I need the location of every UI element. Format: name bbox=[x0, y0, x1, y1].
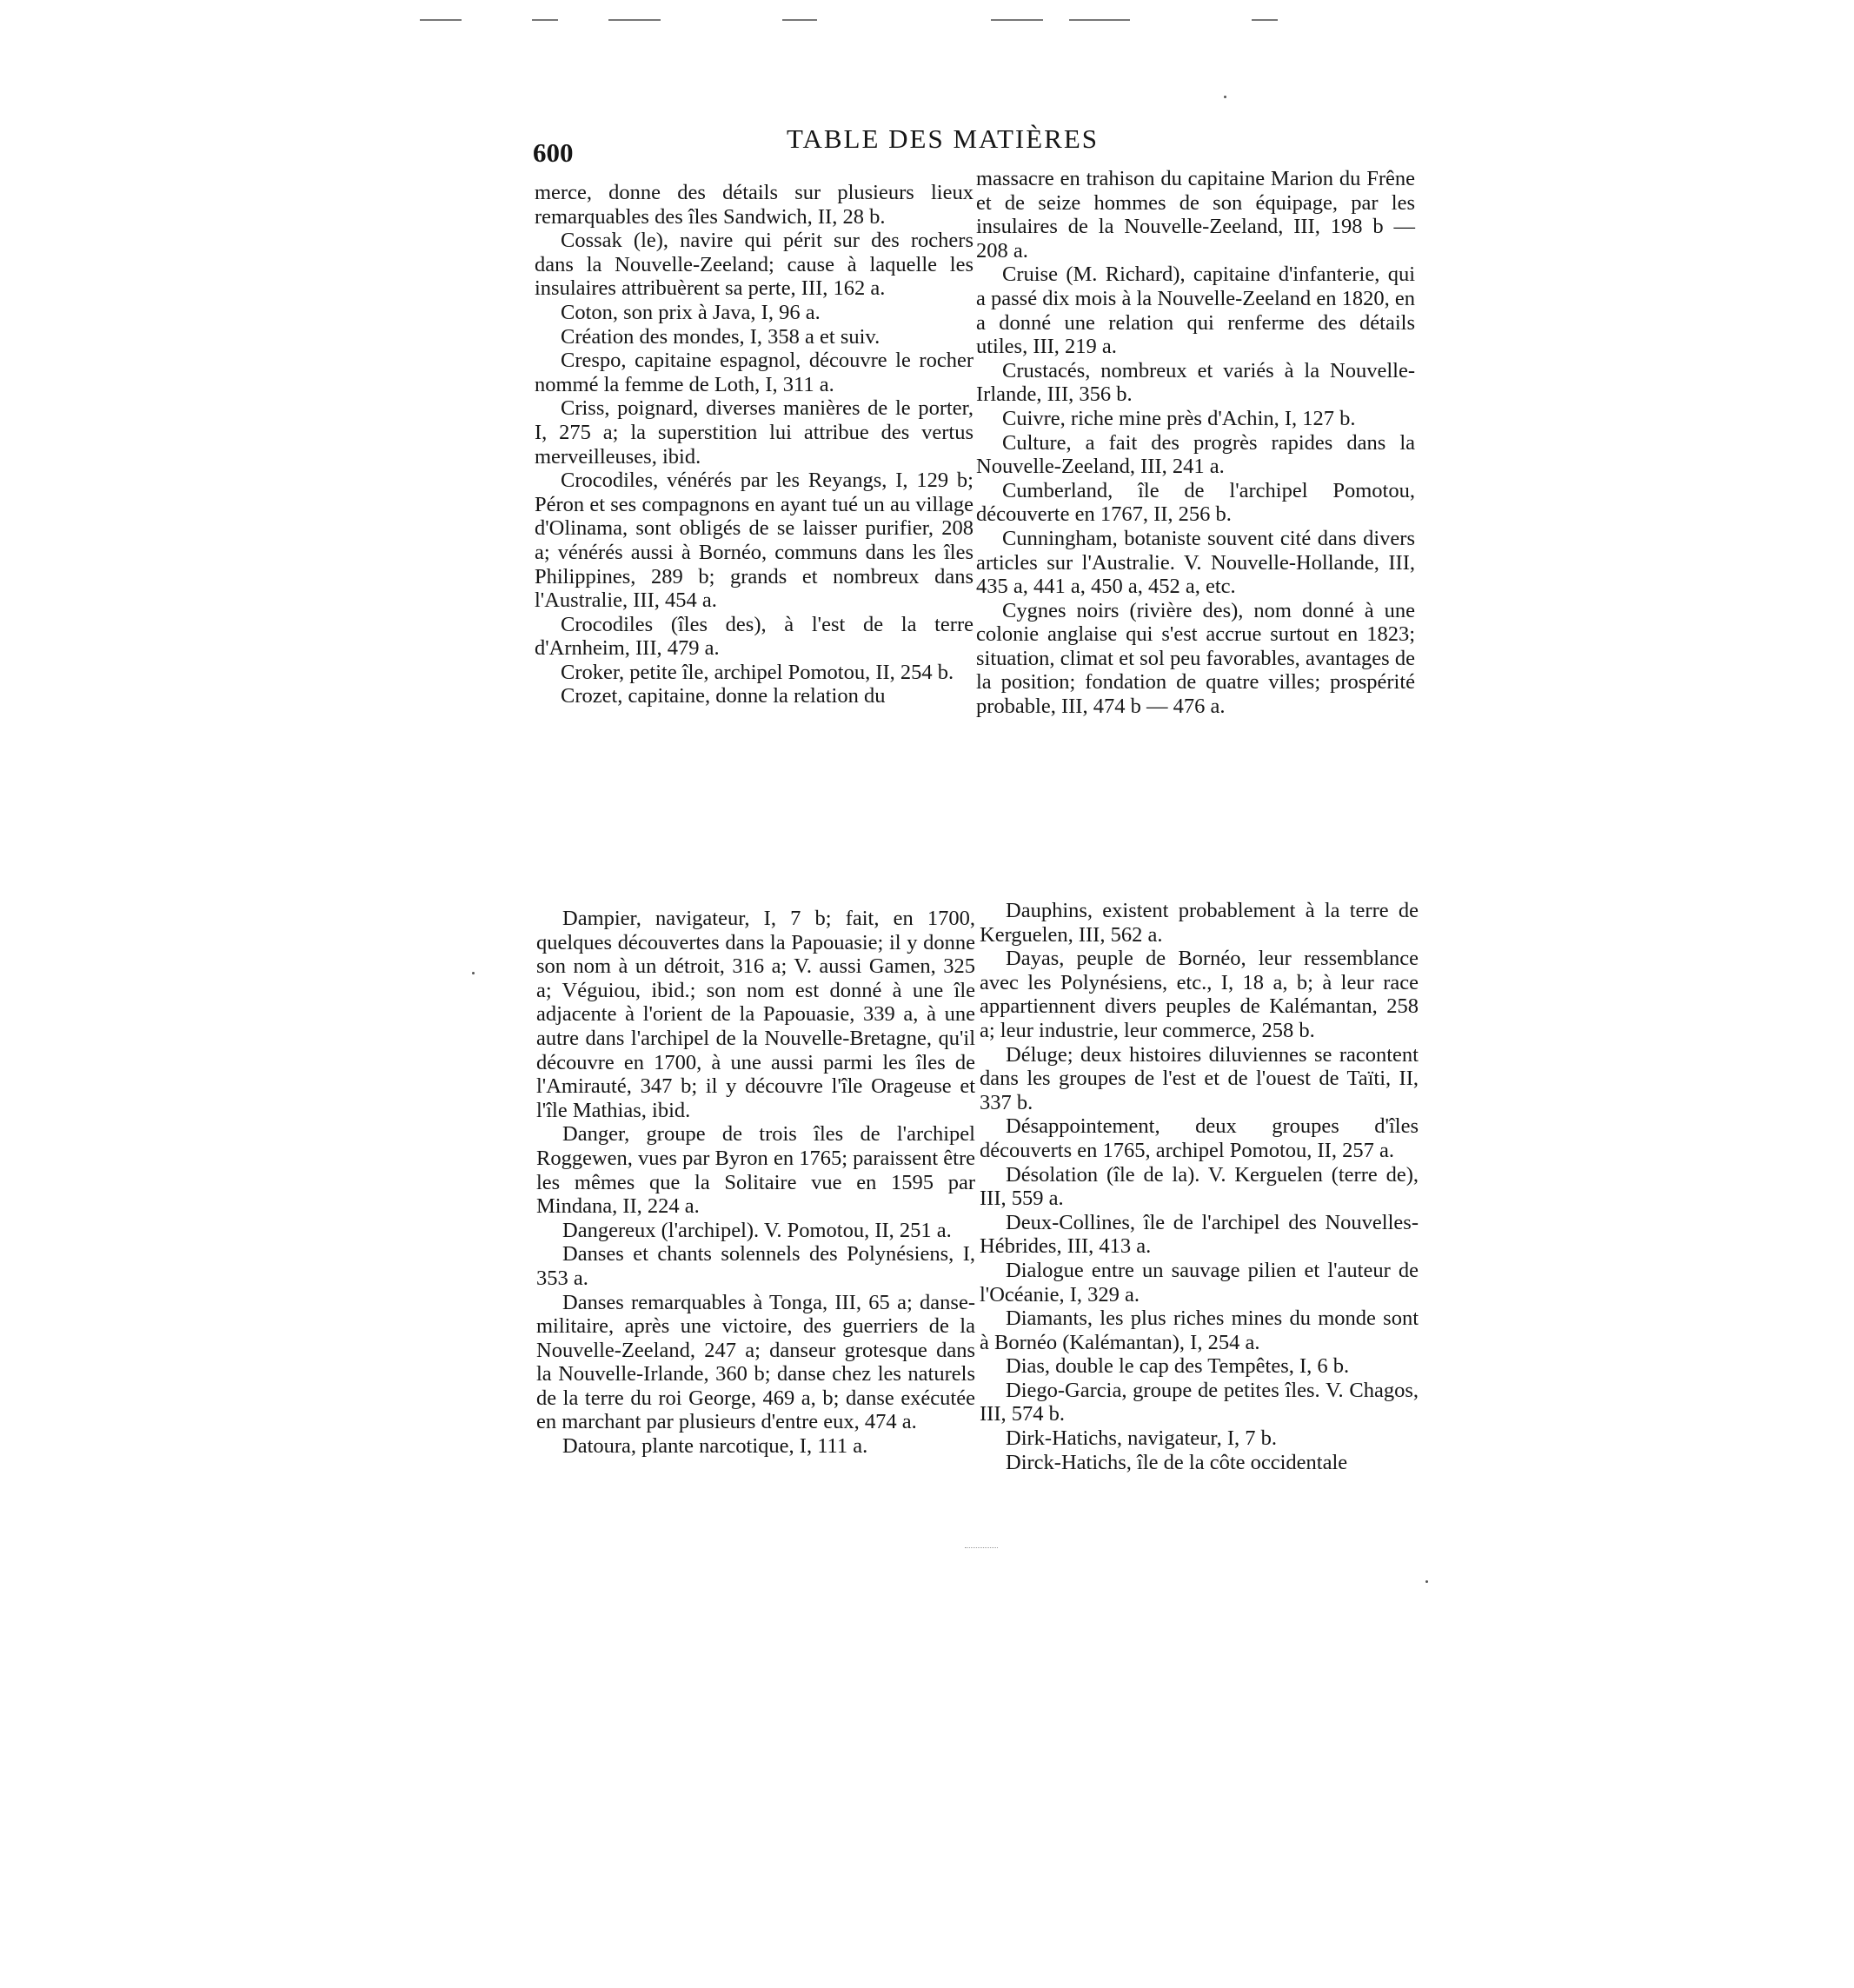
index-entry: Crocodiles, vénérés par les Reyangs, I, 129 b; Péron et ses compagnons en ayant tué un au village d'Olinama, sont obligés de se laisser purifier, 208 a; vénérés aussi à Bornéo, communs dans les îles Philippines, 289 b; grands et nombreux dans l'Australie, III, 454 a. bbox=[535, 469, 974, 613]
index-entry: Création des mondes, I, 358 a et suiv. bbox=[561, 324, 880, 349]
index-entry: Cunningham, botaniste souvent cité dans divers articles sur l'Australie. V. Nouvelle-Hollande, III, 435 a, 441 a, 450 a, 452 a, etc. bbox=[976, 526, 1415, 599]
index-entry: Dampier, navigateur, I, 7 b; fait, en 1700, quelques découvertes dans la Papouasie; il y donne son nom à un détroit, 316 a; V. aussi Gamen, 325 a; Véguiou, ibid.; son nom est donné à une île adjacente à l'orient de la Papouasie, 339 a, à une autre dans l'archipel de la Nouvelle-Bretagne, qu'il découvre en 1700, à une aussi parmi les îles de l'Amirauté, 347 b; il y découvre l'île Orageuse et l'île Mathias, ibid. bbox=[536, 907, 975, 1122]
index-entry: Danger, groupe de trois îles de l'archipel Roggewen, vues par Byron en 1765; paraissent être les mêmes que la Solitaire vue en 1595 par Mindana, II, 224 a. bbox=[536, 1122, 975, 1219]
scan-speck bbox=[1425, 1580, 1428, 1583]
index-entry: merce, donne des détails sur plusieurs lieux remarquables des îles Sandwich, II, 28 b. bbox=[535, 181, 974, 229]
scan-artifact bbox=[532, 19, 558, 21]
index-entry: Dirck-Hatichs, île de la côte occidentale bbox=[1006, 1450, 1348, 1474]
index-entry: Dirk-Hatichs, navigateur, I, 7 b. bbox=[1006, 1426, 1277, 1451]
scan-artifact bbox=[1069, 19, 1130, 21]
index-entry: Danses remarquables à Tonga, III, 65 a; danse-militaire, après une victoire, des guerriers de la Nouvelle-Zeeland, 247 a; danseur grotesque dans la Nouvelle-Irlande, 360 b; danse chez les naturels de la terre du roi George, 469 a, b; danse exécutée en marchant par plusieurs d'entre eux, 474 a. bbox=[536, 1290, 975, 1434]
index-entry: Cruise (M. Richard), capitaine d'infanterie, qui a passé dix mois à la Nouvelle-Zeeland en 1820, en a donné une relation qui renferme des détails utiles, III, 219 a. bbox=[976, 263, 1415, 359]
scan-artifact bbox=[608, 19, 661, 21]
index-column-top-right bbox=[976, 167, 1415, 719]
index-entry: Dauphins, existent probablement à la terre de Kerguelen, III, 562 a. bbox=[980, 899, 1419, 947]
scan-speck bbox=[1224, 96, 1226, 98]
scan-speck bbox=[472, 972, 475, 974]
index-entry: Crocodiles (îles des), à l'est de la terre d'Arnheim, III, 479 a. bbox=[535, 612, 974, 661]
index-column-bottom-left bbox=[536, 907, 975, 1459]
index-entry: Cossak (le), navire qui périt sur des rochers dans la Nouvelle-Zeeland; cause à laquelle les insulaires attribuèrent sa perte, III, 162 a. bbox=[535, 229, 974, 301]
page-number: 600 bbox=[533, 137, 574, 168]
index-entry: Dangereux (l'archipel). V. Pomotou, II, 251 a. bbox=[562, 1218, 952, 1242]
index-entry: Cuivre, riche mine près d'Achin, I, 127 b. bbox=[1002, 406, 1356, 430]
index-column-bottom-right bbox=[980, 899, 1419, 1474]
scan-artifact bbox=[782, 19, 817, 21]
index-entry: Désappointement, deux groupes d'îles découverts en 1765, archipel Pomotou, II, 257 a. bbox=[980, 1114, 1419, 1162]
index-entry: Crustacés, nombreux et variés à la Nouvelle-Irlande, III, 356 b. bbox=[976, 358, 1415, 407]
index-entry: Désolation (île de la). V. Kerguelen (terre de), III, 559 a. bbox=[980, 1162, 1419, 1211]
index-entry: Déluge; deux histoires diluviennes se racontent dans les groupes de l'est et de l'ouest de Taïti, II, 337 b. bbox=[980, 1042, 1419, 1114]
index-entry: Coton, son prix à Java, I, 96 a. bbox=[561, 300, 821, 324]
scan-artifact bbox=[965, 1547, 998, 1551]
scan-artifact bbox=[991, 19, 1043, 21]
index-entry: Diamants, les plus riches mines du monde sont à Bornéo (Kalémantan), I, 254 a. bbox=[980, 1306, 1419, 1354]
index-entry: massacre en trahison du capitaine Marion du Frêne et de seize hommes de son équipage, par les insulaires de la Nouvelle-Zeeland, III, 198 b — 208 a. bbox=[976, 167, 1415, 263]
index-entry: Criss, poignard, diverses manières de le porter, I, 275 a; la superstition lui attribue des vertus merveilleuses, ibid. bbox=[535, 396, 974, 469]
running-title: TABLE DES MATIÈRES bbox=[787, 123, 1100, 154]
index-entry: Dias, double le cap des Tempêtes, I, 6 b. bbox=[1006, 1354, 1350, 1379]
index-column-top-left bbox=[535, 181, 974, 708]
index-entry: Dayas, peuple de Bornéo, leur ressemblance avec les Polynésiens, etc., I, 18 a, b; à leur race appartiennent divers peuples de Kalémantan, 258 a; leur industrie, leur commerce, 258 b. bbox=[980, 947, 1419, 1042]
index-entry: Dialogue entre un sauvage pilien et l'auteur de l'Océanie, I, 329 a. bbox=[980, 1258, 1419, 1306]
index-entry: Cygnes noirs (rivière des), nom donné à une colonie anglaise qui s'est accrue surtout en 1823; situation, climat et sol peu favorables, avantages de la position; fondation de quatre villes; prospérité probable, III, 474 b — 476 a. bbox=[976, 598, 1415, 719]
scan-artifact bbox=[1252, 19, 1278, 21]
index-entry: Deux-Collines, île de l'archipel des Nouvelles-Hébrides, III, 413 a. bbox=[980, 1210, 1419, 1259]
index-entry: Cumberland, île de l'archipel Pomotou, découverte en 1767, II, 256 b. bbox=[976, 478, 1415, 527]
scan-artifact bbox=[420, 19, 462, 21]
index-entry: Danses et chants solennels des Polynésiens, I, 353 a. bbox=[536, 1242, 975, 1290]
index-entry: Datoura, plante narcotique, I, 111 a. bbox=[562, 1434, 868, 1459]
index-entry: Culture, a fait des progrès rapides dans la Nouvelle-Zeeland, III, 241 a. bbox=[976, 430, 1415, 479]
index-entry: Crespo, capitaine espagnol, découvre le rocher nommé la femme de Loth, I, 311 a. bbox=[535, 349, 974, 396]
index-entry: Diego-Garcia, groupe de petites îles. V. Chagos, III, 574 b. bbox=[980, 1378, 1419, 1426]
index-entry: Croker, petite île, archipel Pomotou, II, 254 b. bbox=[561, 660, 954, 684]
index-entry: Crozet, capitaine, donne la relation du bbox=[561, 684, 886, 708]
